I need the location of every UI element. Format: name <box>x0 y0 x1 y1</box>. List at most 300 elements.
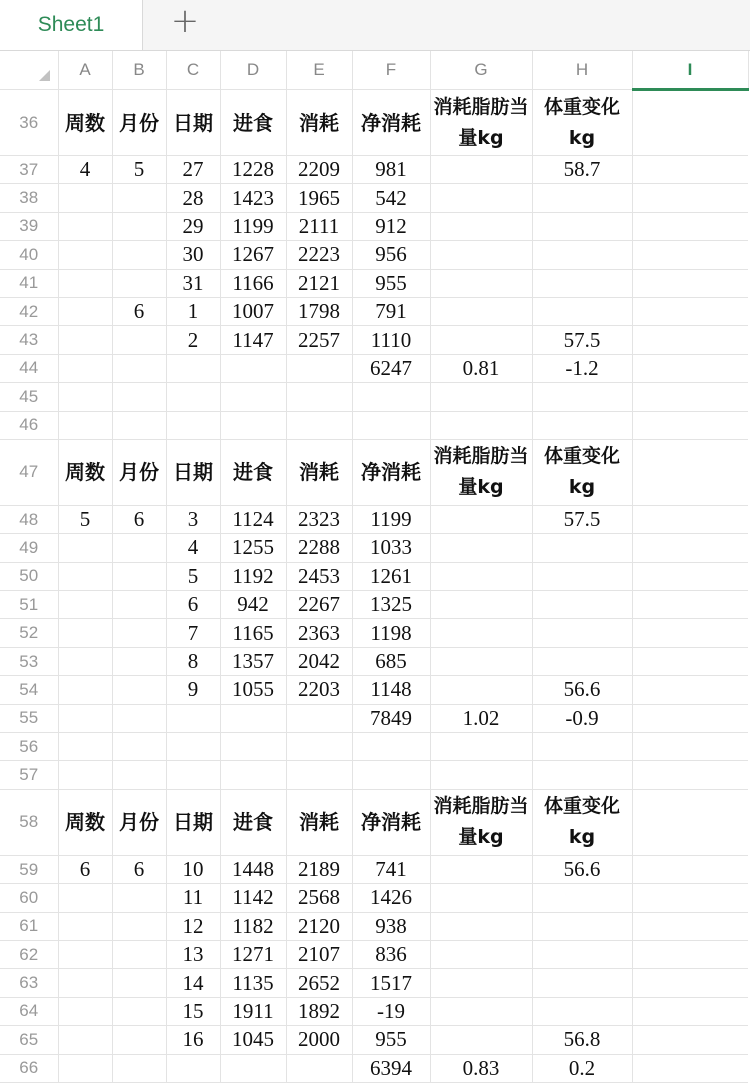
cell[interactable]: 1192 <box>220 562 286 590</box>
cell[interactable]: 57.5 <box>532 505 632 533</box>
cell[interactable]: 1110 <box>352 326 430 354</box>
cell[interactable]: 1911 <box>220 997 286 1025</box>
cell[interactable] <box>430 940 532 968</box>
cell-column-i[interactable] <box>632 733 748 761</box>
cell-column-i[interactable] <box>632 269 748 297</box>
cell[interactable]: 956 <box>352 241 430 269</box>
cell[interactable]: 1267 <box>220 241 286 269</box>
row-header[interactable]: 41 <box>0 269 58 297</box>
cell[interactable] <box>58 1054 112 1082</box>
cell[interactable] <box>58 704 112 732</box>
cell[interactable]: 1055 <box>220 676 286 704</box>
cell[interactable]: 2288 <box>286 534 352 562</box>
row-header[interactable]: 44 <box>0 354 58 382</box>
column-title-cell[interactable]: 进食 <box>220 789 286 855</box>
cell[interactable] <box>58 733 112 761</box>
cell[interactable] <box>430 969 532 997</box>
column-header-c[interactable]: C <box>166 51 220 90</box>
cell[interactable] <box>532 884 632 912</box>
cell[interactable] <box>58 1026 112 1054</box>
row-header[interactable]: 47 <box>0 439 58 505</box>
column-title-cell[interactable]: 月份 <box>112 90 166 156</box>
sheet-tab-sheet1[interactable]: Sheet1 <box>0 0 143 50</box>
column-header-b[interactable]: B <box>112 51 166 90</box>
cell[interactable] <box>112 269 166 297</box>
cell[interactable] <box>166 704 220 732</box>
cell[interactable]: 1148 <box>352 676 430 704</box>
cell[interactable] <box>532 761 632 789</box>
row-header[interactable]: 49 <box>0 534 58 562</box>
cell[interactable] <box>166 411 220 439</box>
cell[interactable]: 1448 <box>220 855 286 883</box>
cell[interactable]: 938 <box>352 912 430 940</box>
cell[interactable]: 1 <box>166 297 220 325</box>
cell[interactable] <box>112 1026 166 1054</box>
column-title-cell[interactable]: 日期 <box>166 90 220 156</box>
cell[interactable]: 6 <box>166 591 220 619</box>
cell[interactable]: 1165 <box>220 619 286 647</box>
column-title-cell[interactable]: 体重变化kg <box>532 439 632 505</box>
cell[interactable]: 6 <box>112 297 166 325</box>
cell[interactable] <box>352 383 430 411</box>
cell[interactable]: 5 <box>58 505 112 533</box>
row-header[interactable]: 60 <box>0 884 58 912</box>
cell[interactable]: 0.83 <box>430 1054 532 1082</box>
cell[interactable] <box>220 704 286 732</box>
row-header[interactable]: 42 <box>0 297 58 325</box>
cell[interactable] <box>58 884 112 912</box>
cell[interactable]: 1007 <box>220 297 286 325</box>
column-title-cell[interactable]: 净消耗 <box>352 789 430 855</box>
row-header[interactable]: 52 <box>0 619 58 647</box>
cell-column-i[interactable] <box>632 591 748 619</box>
cell-column-i[interactable] <box>632 969 748 997</box>
cell-column-i[interactable] <box>632 184 748 212</box>
cell[interactable]: 2652 <box>286 969 352 997</box>
row-header[interactable]: 50 <box>0 562 58 590</box>
cell[interactable] <box>166 383 220 411</box>
cell[interactable] <box>58 562 112 590</box>
cell[interactable]: 1228 <box>220 156 286 184</box>
cell[interactable]: 2120 <box>286 912 352 940</box>
cell[interactable]: 1255 <box>220 534 286 562</box>
cell[interactable] <box>58 940 112 968</box>
row-header[interactable]: 62 <box>0 940 58 968</box>
cell[interactable]: 836 <box>352 940 430 968</box>
row-header[interactable]: 56 <box>0 733 58 761</box>
cell[interactable]: 2 <box>166 326 220 354</box>
cell-column-i[interactable] <box>632 156 748 184</box>
cell-column-i[interactable] <box>632 439 748 505</box>
cell[interactable] <box>532 562 632 590</box>
cell[interactable] <box>430 505 532 533</box>
cell[interactable]: 1325 <box>352 591 430 619</box>
cell[interactable] <box>286 354 352 382</box>
cell[interactable] <box>532 269 632 297</box>
cell[interactable]: 6247 <box>352 354 430 382</box>
cell[interactable] <box>112 411 166 439</box>
cell[interactable]: 1798 <box>286 297 352 325</box>
column-header-e[interactable]: E <box>286 51 352 90</box>
cell[interactable] <box>58 969 112 997</box>
cell[interactable]: 28 <box>166 184 220 212</box>
cell[interactable] <box>58 297 112 325</box>
cell[interactable] <box>112 184 166 212</box>
column-title-cell[interactable]: 净消耗 <box>352 439 430 505</box>
cell-column-i[interactable] <box>632 1026 748 1054</box>
cell[interactable]: 7849 <box>352 704 430 732</box>
cell[interactable] <box>112 619 166 647</box>
cell[interactable] <box>58 534 112 562</box>
cell[interactable] <box>532 647 632 675</box>
cell[interactable] <box>430 411 532 439</box>
row-header[interactable]: 55 <box>0 704 58 732</box>
column-title-cell[interactable]: 体重变化kg <box>532 90 632 156</box>
cell[interactable] <box>58 997 112 1025</box>
cell[interactable]: 1426 <box>352 884 430 912</box>
cell[interactable]: 56.8 <box>532 1026 632 1054</box>
cell[interactable]: 27 <box>166 156 220 184</box>
cell[interactable]: 2000 <box>286 1026 352 1054</box>
cell[interactable]: -19 <box>352 997 430 1025</box>
row-header[interactable]: 61 <box>0 912 58 940</box>
cell[interactable] <box>430 562 532 590</box>
row-header[interactable]: 36 <box>0 90 58 156</box>
row-header[interactable]: 53 <box>0 647 58 675</box>
select-all-corner[interactable] <box>0 51 58 90</box>
cell[interactable] <box>532 997 632 1025</box>
cell[interactable] <box>112 704 166 732</box>
cell[interactable]: 0.2 <box>532 1054 632 1082</box>
cell[interactable] <box>112 884 166 912</box>
cell[interactable] <box>286 704 352 732</box>
cell[interactable] <box>220 733 286 761</box>
row-header[interactable]: 63 <box>0 969 58 997</box>
cell-column-i[interactable] <box>632 411 748 439</box>
cell[interactable]: 1124 <box>220 505 286 533</box>
cell[interactable]: 57.5 <box>532 326 632 354</box>
row-header[interactable]: 45 <box>0 383 58 411</box>
cell[interactable] <box>112 997 166 1025</box>
cell[interactable] <box>430 591 532 619</box>
cell[interactable]: 30 <box>166 241 220 269</box>
cell-column-i[interactable] <box>632 241 748 269</box>
cell[interactable]: 955 <box>352 1026 430 1054</box>
cell[interactable]: 791 <box>352 297 430 325</box>
cell[interactable]: 2209 <box>286 156 352 184</box>
cell[interactable] <box>112 241 166 269</box>
cell-column-i[interactable] <box>632 354 748 382</box>
cell[interactable] <box>430 884 532 912</box>
cell[interactable] <box>352 733 430 761</box>
cell[interactable]: 1182 <box>220 912 286 940</box>
cell[interactable] <box>112 383 166 411</box>
cell[interactable] <box>112 647 166 675</box>
cell[interactable] <box>112 761 166 789</box>
cell[interactable] <box>430 241 532 269</box>
cell[interactable] <box>430 912 532 940</box>
cell[interactable]: 1199 <box>352 505 430 533</box>
row-header[interactable]: 58 <box>0 789 58 855</box>
cell-column-i[interactable] <box>632 619 748 647</box>
cell[interactable] <box>532 940 632 968</box>
cell[interactable] <box>430 326 532 354</box>
cell[interactable] <box>58 326 112 354</box>
cell[interactable] <box>532 534 632 562</box>
cell[interactable]: 542 <box>352 184 430 212</box>
cell[interactable]: 2121 <box>286 269 352 297</box>
cell-column-i[interactable] <box>632 704 748 732</box>
cell[interactable]: 912 <box>352 212 430 240</box>
cell[interactable] <box>430 761 532 789</box>
cell-column-i[interactable] <box>632 326 748 354</box>
cell[interactable] <box>58 383 112 411</box>
column-title-cell[interactable]: 体重变化kg <box>532 789 632 855</box>
cell[interactable] <box>58 411 112 439</box>
cell[interactable] <box>430 534 532 562</box>
cell-column-i[interactable] <box>632 940 748 968</box>
cell[interactable] <box>58 269 112 297</box>
cell[interactable]: 4 <box>166 534 220 562</box>
cell[interactable] <box>58 241 112 269</box>
row-header[interactable]: 46 <box>0 411 58 439</box>
column-header-h[interactable]: H <box>532 51 632 90</box>
cell[interactable]: 1423 <box>220 184 286 212</box>
cell[interactable]: 3 <box>166 505 220 533</box>
column-title-cell[interactable]: 消耗脂肪当量kg <box>430 789 532 855</box>
cell[interactable]: 2042 <box>286 647 352 675</box>
cell-column-i[interactable] <box>632 912 748 940</box>
cell[interactable] <box>58 354 112 382</box>
cell[interactable]: 0.81 <box>430 354 532 382</box>
cell[interactable]: 1261 <box>352 562 430 590</box>
cell[interactable] <box>286 733 352 761</box>
cell[interactable] <box>430 1026 532 1054</box>
cell[interactable] <box>112 562 166 590</box>
cell[interactable]: 2257 <box>286 326 352 354</box>
cell[interactable] <box>430 676 532 704</box>
row-header[interactable]: 40 <box>0 241 58 269</box>
cell[interactable] <box>58 647 112 675</box>
cell[interactable]: 58.7 <box>532 156 632 184</box>
column-header-f[interactable]: F <box>352 51 430 90</box>
column-header-a[interactable]: A <box>58 51 112 90</box>
cell[interactable] <box>532 184 632 212</box>
cell[interactable]: 9 <box>166 676 220 704</box>
cell[interactable] <box>112 326 166 354</box>
cell[interactable] <box>166 761 220 789</box>
cell[interactable]: 11 <box>166 884 220 912</box>
add-sheet-button[interactable]: + <box>170 1 200 41</box>
cell[interactable]: 2267 <box>286 591 352 619</box>
column-title-cell[interactable]: 日期 <box>166 439 220 505</box>
cell-column-i[interactable] <box>632 383 748 411</box>
cell[interactable] <box>58 212 112 240</box>
cell[interactable]: 2189 <box>286 855 352 883</box>
cell-column-i[interactable] <box>632 212 748 240</box>
cell-column-i[interactable] <box>632 562 748 590</box>
cell[interactable] <box>58 912 112 940</box>
cell[interactable] <box>430 855 532 883</box>
cell-column-i[interactable] <box>632 534 748 562</box>
cell-column-i[interactable] <box>632 676 748 704</box>
column-title-cell[interactable]: 净消耗 <box>352 90 430 156</box>
cell[interactable] <box>112 969 166 997</box>
row-header[interactable]: 65 <box>0 1026 58 1054</box>
column-title-cell[interactable]: 消耗 <box>286 439 352 505</box>
row-header[interactable]: 66 <box>0 1054 58 1082</box>
column-title-cell[interactable]: 月份 <box>112 439 166 505</box>
cell[interactable]: 1965 <box>286 184 352 212</box>
column-header-d[interactable]: D <box>220 51 286 90</box>
cell[interactable]: 1198 <box>352 619 430 647</box>
cell[interactable] <box>532 912 632 940</box>
cell[interactable]: -0.9 <box>532 704 632 732</box>
cell[interactable]: 29 <box>166 212 220 240</box>
column-header-i[interactable]: I <box>632 51 748 90</box>
cell[interactable]: 6394 <box>352 1054 430 1082</box>
cell[interactable] <box>532 241 632 269</box>
cell[interactable]: 1357 <box>220 647 286 675</box>
cell-column-i[interactable] <box>632 855 748 883</box>
column-title-cell[interactable]: 月份 <box>112 789 166 855</box>
cell[interactable] <box>112 212 166 240</box>
cell-column-i[interactable] <box>632 1054 748 1082</box>
cell[interactable] <box>430 297 532 325</box>
cell[interactable]: 31 <box>166 269 220 297</box>
cell[interactable] <box>532 591 632 619</box>
cell[interactable] <box>166 1054 220 1082</box>
cell-column-i[interactable] <box>632 997 748 1025</box>
cell[interactable] <box>430 269 532 297</box>
cell[interactable] <box>112 912 166 940</box>
column-title-cell[interactable]: 进食 <box>220 90 286 156</box>
row-header[interactable]: 64 <box>0 997 58 1025</box>
column-header-g[interactable]: G <box>430 51 532 90</box>
cell[interactable] <box>352 761 430 789</box>
cell[interactable]: 2111 <box>286 212 352 240</box>
cell[interactable] <box>430 619 532 647</box>
cell[interactable]: 6 <box>58 855 112 883</box>
cell[interactable] <box>112 591 166 619</box>
cell[interactable] <box>112 676 166 704</box>
cell[interactable] <box>220 761 286 789</box>
cell[interactable]: 56.6 <box>532 676 632 704</box>
cell-column-i[interactable] <box>632 647 748 675</box>
cell[interactable]: 2323 <box>286 505 352 533</box>
cell[interactable] <box>220 1054 286 1082</box>
cell[interactable]: 6 <box>112 855 166 883</box>
cell[interactable] <box>430 647 532 675</box>
column-title-cell[interactable]: 周数 <box>58 90 112 156</box>
cell[interactable] <box>220 354 286 382</box>
cell[interactable] <box>532 212 632 240</box>
cell[interactable]: 13 <box>166 940 220 968</box>
cell-column-i[interactable] <box>632 884 748 912</box>
cell[interactable]: 16 <box>166 1026 220 1054</box>
row-header[interactable]: 48 <box>0 505 58 533</box>
row-header[interactable]: 43 <box>0 326 58 354</box>
cell[interactable] <box>112 354 166 382</box>
cell[interactable] <box>286 761 352 789</box>
column-title-cell[interactable]: 消耗脂肪当量kg <box>430 90 532 156</box>
cell[interactable]: 2568 <box>286 884 352 912</box>
cell[interactable] <box>220 411 286 439</box>
cell[interactable]: 4 <box>58 156 112 184</box>
cell[interactable]: 15 <box>166 997 220 1025</box>
cell[interactable]: 5 <box>166 562 220 590</box>
cell[interactable]: 2223 <box>286 241 352 269</box>
cell[interactable]: 1147 <box>220 326 286 354</box>
cell[interactable] <box>532 969 632 997</box>
row-header[interactable]: 59 <box>0 855 58 883</box>
cell[interactable]: 10 <box>166 855 220 883</box>
cell[interactable] <box>430 997 532 1025</box>
cell[interactable]: 2363 <box>286 619 352 647</box>
cell[interactable] <box>58 591 112 619</box>
cell[interactable] <box>58 676 112 704</box>
cell-column-i[interactable] <box>632 505 748 533</box>
cell[interactable] <box>430 184 532 212</box>
cell[interactable] <box>532 383 632 411</box>
cell[interactable]: 2107 <box>286 940 352 968</box>
cell[interactable] <box>532 297 632 325</box>
row-header[interactable]: 38 <box>0 184 58 212</box>
cell[interactable]: 8 <box>166 647 220 675</box>
row-header[interactable]: 57 <box>0 761 58 789</box>
column-title-cell[interactable]: 日期 <box>166 789 220 855</box>
cell[interactable] <box>532 619 632 647</box>
cell[interactable] <box>58 619 112 647</box>
cell[interactable]: 1.02 <box>430 704 532 732</box>
column-title-cell[interactable]: 进食 <box>220 439 286 505</box>
cell[interactable] <box>532 411 632 439</box>
cell[interactable]: 6 <box>112 505 166 533</box>
cell[interactable] <box>430 733 532 761</box>
cell[interactable]: 1045 <box>220 1026 286 1054</box>
column-title-cell[interactable]: 消耗脂肪当量kg <box>430 439 532 505</box>
cell[interactable] <box>352 411 430 439</box>
cell[interactable]: 1142 <box>220 884 286 912</box>
cell[interactable] <box>286 411 352 439</box>
cell[interactable]: 7 <box>166 619 220 647</box>
cell[interactable] <box>58 184 112 212</box>
row-header[interactable]: 39 <box>0 212 58 240</box>
cell[interactable]: 2203 <box>286 676 352 704</box>
cell[interactable] <box>430 383 532 411</box>
cell[interactable]: 955 <box>352 269 430 297</box>
cell[interactable]: 741 <box>352 855 430 883</box>
cell[interactable] <box>112 1054 166 1082</box>
cell[interactable] <box>112 534 166 562</box>
cell[interactable]: 942 <box>220 591 286 619</box>
column-title-cell[interactable]: 周数 <box>58 439 112 505</box>
cell[interactable]: 981 <box>352 156 430 184</box>
column-title-cell[interactable]: 周数 <box>58 789 112 855</box>
row-header[interactable]: 54 <box>0 676 58 704</box>
cell[interactable]: 14 <box>166 969 220 997</box>
cell[interactable]: 1166 <box>220 269 286 297</box>
cell[interactable] <box>166 733 220 761</box>
column-title-cell[interactable]: 消耗 <box>286 789 352 855</box>
cell-column-i[interactable] <box>632 789 748 855</box>
cell[interactable]: 1033 <box>352 534 430 562</box>
cell[interactable] <box>220 383 286 411</box>
cell[interactable]: 56.6 <box>532 855 632 883</box>
cell[interactable] <box>286 383 352 411</box>
cell[interactable]: 1271 <box>220 940 286 968</box>
cell[interactable] <box>532 733 632 761</box>
